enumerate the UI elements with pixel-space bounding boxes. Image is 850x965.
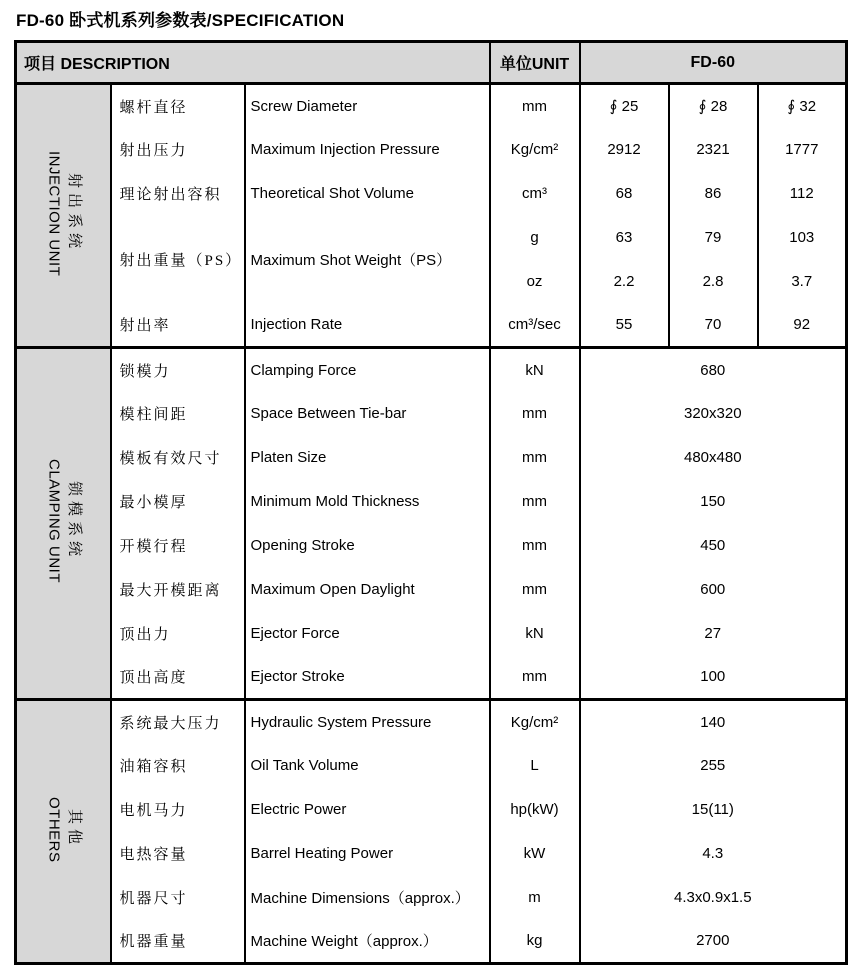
param-label-en: Ejector Force xyxy=(245,612,490,656)
value-cell: 450 xyxy=(580,524,847,568)
section-label-clamping xyxy=(44,459,83,583)
value-cell: ∮ 25 xyxy=(580,84,669,128)
page-title: FD-60 卧式机系列参数表/SPECIFICATION xyxy=(16,11,345,30)
unit-cell: mm xyxy=(490,656,580,700)
param-label-en: Machine Dimensions（approx.） xyxy=(245,876,490,920)
value-cell: 140 xyxy=(580,700,847,744)
spec-table xyxy=(14,40,848,965)
section-cell-injection xyxy=(16,84,111,348)
table-row xyxy=(16,172,847,216)
section-label-en: CLAMPING UNIT xyxy=(45,459,63,584)
param-label-cn: 锁模力 xyxy=(111,348,245,392)
section-label-en: OTHERS xyxy=(45,796,63,863)
param-label-cn: 开模行程 xyxy=(111,524,245,568)
value-cell: 680 xyxy=(580,348,847,392)
param-label-en: Machine Weight（approx.） xyxy=(245,920,490,964)
header-unit: 单位UNIT xyxy=(490,42,580,84)
unit-cell: kg xyxy=(490,920,580,964)
table-row xyxy=(16,84,847,128)
unit-cell: mm xyxy=(490,568,580,612)
param-label-cn: 最大开模距离 xyxy=(111,568,245,612)
table-row xyxy=(16,744,847,788)
value-cell: ∮ 28 xyxy=(669,84,758,128)
value-cell: 320x320 xyxy=(580,392,847,436)
value-cell: 55 xyxy=(580,304,669,348)
unit-cell: kW xyxy=(490,832,580,876)
param-label-en: Platen Size xyxy=(245,436,490,480)
table-row xyxy=(16,524,847,568)
unit-cell: mm xyxy=(490,436,580,480)
param-label-cn: 顶出力 xyxy=(111,612,245,656)
param-label-cn: 射出压力 xyxy=(111,128,245,172)
param-label-en: Ejector Stroke xyxy=(245,656,490,700)
header-model: FD-60 xyxy=(580,42,847,84)
param-label-en: Maximum Shot Weight（PS） xyxy=(245,216,490,304)
param-label-cn: 最小模厚 xyxy=(111,480,245,524)
value-cell: 100 xyxy=(580,656,847,700)
param-label-cn: 模板有效尺寸 xyxy=(111,436,245,480)
value-cell: 2.2 xyxy=(580,260,669,304)
value-cell: 103 xyxy=(758,216,847,260)
table-row xyxy=(16,480,847,524)
value-cell: 600 xyxy=(580,568,847,612)
section-cell-clamping xyxy=(16,348,111,700)
table-row xyxy=(16,612,847,656)
value-cell: 3.7 xyxy=(758,260,847,304)
section-label-cn: 射出系统 xyxy=(65,173,82,254)
unit-cell: cm³/sec xyxy=(490,304,580,348)
unit-cell: L xyxy=(490,744,580,788)
value-cell: 2700 xyxy=(580,920,847,964)
value-cell: 150 xyxy=(580,480,847,524)
param-label-cn: 螺杆直径 xyxy=(111,84,245,128)
unit-cell: cm³ xyxy=(490,172,580,216)
value-cell: 2912 xyxy=(580,128,669,172)
param-label-en: Maximum Injection Pressure xyxy=(245,128,490,172)
value-cell: 480x480 xyxy=(580,436,847,480)
unit-cell: mm xyxy=(490,84,580,128)
table-row xyxy=(16,788,847,832)
value-cell: 112 xyxy=(758,172,847,216)
param-label-cn: 射出率 xyxy=(111,304,245,348)
param-label-cn: 理论射出容积 xyxy=(111,172,245,216)
unit-cell: g xyxy=(490,216,580,260)
param-label-en: Electric Power xyxy=(245,788,490,832)
param-label-en: Maximum Open Daylight xyxy=(245,568,490,612)
param-label-en: Theoretical Shot Volume xyxy=(245,172,490,216)
value-cell: 2321 xyxy=(669,128,758,172)
param-label-en: Injection Rate xyxy=(245,304,490,348)
header-row xyxy=(16,42,847,84)
unit-cell: oz xyxy=(490,260,580,304)
unit-cell: kN xyxy=(490,348,580,392)
param-label-cn: 电热容量 xyxy=(111,832,245,876)
param-label-en: Barrel Heating Power xyxy=(245,832,490,876)
param-label-en: Space Between Tie-bar xyxy=(245,392,490,436)
unit-cell: mm xyxy=(490,392,580,436)
section-label-cn: 锁模系统 xyxy=(65,481,82,562)
table-row xyxy=(16,392,847,436)
table-row xyxy=(16,920,847,964)
section-label-others xyxy=(44,797,83,863)
table-row xyxy=(16,128,847,172)
value-cell: 255 xyxy=(580,744,847,788)
section-label-injection xyxy=(44,151,83,276)
param-label-en: Clamping Force xyxy=(245,348,490,392)
value-cell: 4.3 xyxy=(580,832,847,876)
unit-cell: Kg/cm² xyxy=(490,128,580,172)
value-cell: ∮ 32 xyxy=(758,84,847,128)
param-label-cn: 机器重量 xyxy=(111,920,245,964)
unit-cell: m xyxy=(490,876,580,920)
param-label-cn: 油箱容积 xyxy=(111,744,245,788)
value-cell: 63 xyxy=(580,216,669,260)
param-label-en: Oil Tank Volume xyxy=(245,744,490,788)
value-cell: 86 xyxy=(669,172,758,216)
unit-cell: Kg/cm² xyxy=(490,700,580,744)
param-label-cn: 顶出高度 xyxy=(111,656,245,700)
table-row xyxy=(16,304,847,348)
value-cell: 2.8 xyxy=(669,260,758,304)
table-row xyxy=(16,568,847,612)
table-row xyxy=(16,656,847,700)
value-cell: 68 xyxy=(580,172,669,216)
value-cell: 27 xyxy=(580,612,847,656)
param-label-en: Opening Stroke xyxy=(245,524,490,568)
value-cell: 15(11) xyxy=(580,788,847,832)
unit-cell: mm xyxy=(490,524,580,568)
value-cell: 1777 xyxy=(758,128,847,172)
param-label-cn: 机器尺寸 xyxy=(111,876,245,920)
value-cell: 70 xyxy=(669,304,758,348)
unit-cell: kN xyxy=(490,612,580,656)
param-label-cn: 电机马力 xyxy=(111,788,245,832)
header-description: 项目 DESCRIPTION xyxy=(16,42,490,84)
value-cell: 4.3x0.9x1.5 xyxy=(580,876,847,920)
unit-cell: hp(kW) xyxy=(490,788,580,832)
section-label-cn: 其他 xyxy=(65,809,82,850)
table-row xyxy=(16,216,847,260)
section-cell-others xyxy=(16,700,111,964)
param-label-en: Hydraulic System Pressure xyxy=(245,700,490,744)
param-label-cn: 射出重量（PS） xyxy=(111,216,245,304)
table-row xyxy=(16,348,847,392)
param-label-en: Screw Diameter xyxy=(245,84,490,128)
param-label-cn: 系统最大压力 xyxy=(111,700,245,744)
table-row xyxy=(16,700,847,744)
unit-cell: mm xyxy=(490,480,580,524)
table-row xyxy=(16,876,847,920)
value-cell: 79 xyxy=(669,216,758,260)
param-label-en: Minimum Mold Thickness xyxy=(245,480,490,524)
value-cell: 92 xyxy=(758,304,847,348)
section-label-en: INJECTION UNIT xyxy=(45,150,63,277)
param-label-cn: 模柱间距 xyxy=(111,392,245,436)
table-row xyxy=(16,832,847,876)
table-row xyxy=(16,436,847,480)
